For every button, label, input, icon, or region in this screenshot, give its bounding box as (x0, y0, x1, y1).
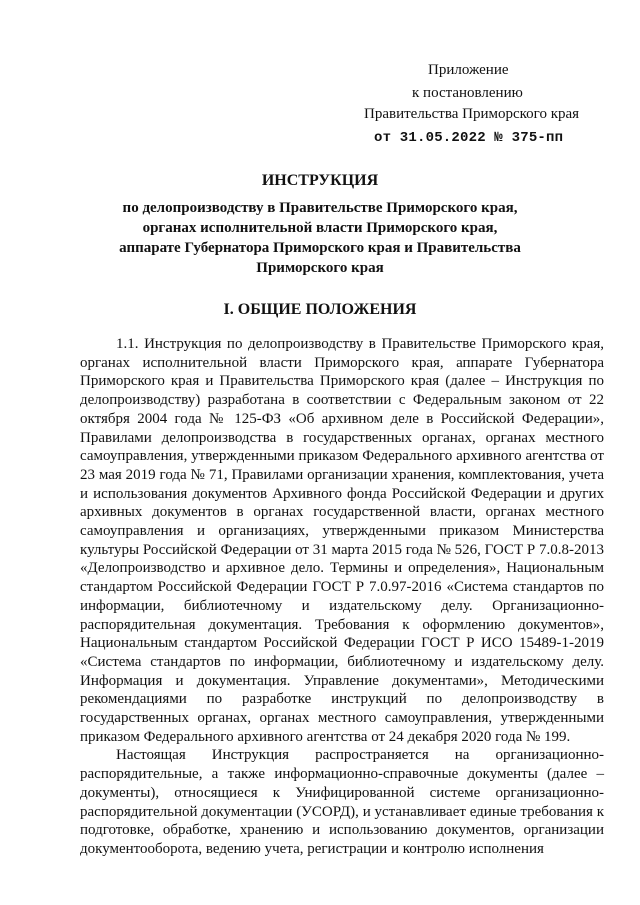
subtitle-line: органах исполнительной власти Приморского края, (142, 220, 498, 236)
subtitle-line: Приморского края (256, 260, 384, 276)
annex-resolution-line: к постановлению (412, 85, 523, 101)
subtitle-line: по делопроизводству в Правительстве Приморского края, (122, 200, 518, 216)
section-heading: I. ОБЩИЕ ПОЛОЖЕНИЯ (223, 301, 417, 318)
annex-block (350, 60, 600, 149)
body-paragraph: 1.1. Инструкция по делопроизводству в Правительстве Приморского края, органах исполнительной власти Приморского края, аппарате Губернатора Приморского края и Правительства Приморского края (далее – Инструкция по делопроизводству) разработана в соответствии с Федеральным законом от 22 октября 2004 года № 125-ФЗ «Об архивном деле в Российской Федерации», Правилами делопроизводства в государственных органах, органах местного самоуправления, утвержденными приказом Федерального архивного агентства от 23 мая 2019 года № 71, Правилами организации хранения, комплектования, учета и использования документов Архивного фонда Российской Федерации и других архивных документов в органах государственной власти, органах местного самоуправления и организациях, утвержденными приказом Министерства культуры Российской Федерации от 31 марта 2015 года № 526, ГОСТ Р 7.0.8-2013 «Делопроизводство и архивное дело. Термины и определения», Национальным стандартом Российской Федерации ГОСТ Р 7.0.97-2016 «Система стандартов по информации, библиотечному и издательскому делу. Организационно-распорядительная документация. Требования к оформлению документов», Национальным стандартом Российской Федерации ГОСТ Р ИСО 15489-1-2019 «Система стандартов по информации, библиотечному и издательскому делу. Информация и документация. Управление документами», Методическими рекомендациями по разработке инструкций по делопроизводству в государственных органах, органах местного самоуправления, утвержденными приказом Федерального архивного агентства от 24 декабря 2020 года № 199. (80, 336, 604, 745)
body-paragraph: Настоящая Инструкция распространяется на организационно-распорядительные, а также информационно-справочные документы (далее – документы), относящиеся к Унифицированной системе организационно-распорядительной документации (УСОРД), и устанавливает единые требования к подготовке, обработке, хранению и использованию документов, организации документооборота, ведению учета, регистрации и контролю исполнения (80, 747, 604, 857)
annex-government-line: Правительства Приморского края (364, 106, 580, 122)
document-body (80, 335, 604, 859)
subtitle-line: аппарате Губернатора Приморского края и Правительства (119, 240, 521, 256)
annex-date-number-stamp: от 31.05.2022 № 375-пп (374, 130, 564, 146)
document-subtitle (0, 198, 640, 278)
document-title: ИНСТРУКЦИЯ (261, 172, 379, 189)
annex-label: Приложение (428, 62, 509, 78)
